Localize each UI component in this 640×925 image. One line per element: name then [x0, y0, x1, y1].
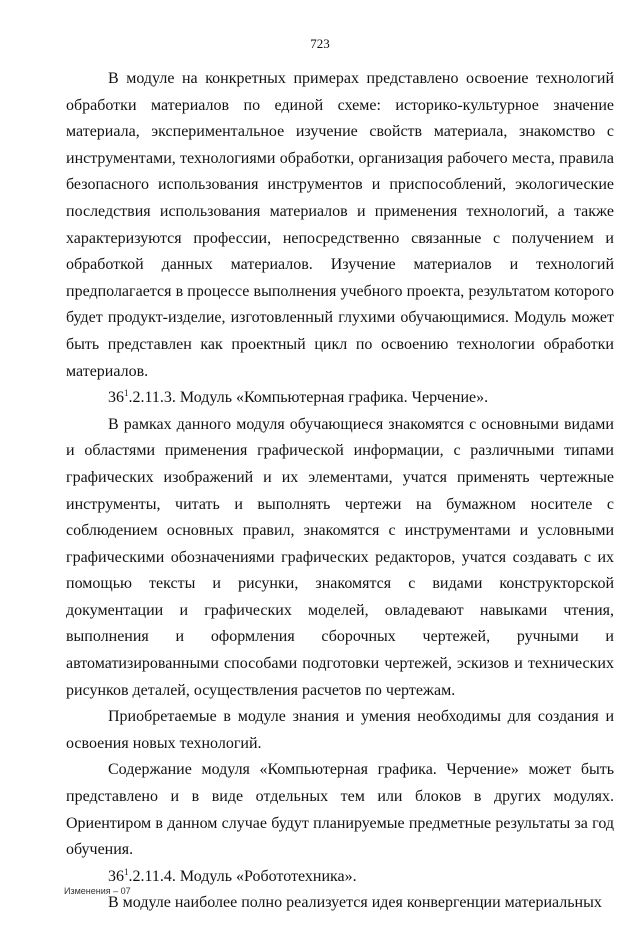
paragraph: В модуле на конкретных примерах представлено освоение технологий обработки материалов по единой схеме: историко-культурное значение материала, экспериментальное изучение свойств материала, знакомство с инструментами, технологиями обработки, организация рабочего места, правила безопасного использования инструментов и приспособлений, экологические последствия использования материалов и применения технологий, а также характеризуются профессии, непосредственно связанные с получением и обработкой данных материалов. Изучение материалов и технологий предполагается в процессе выполнения учебного проекта, результатом которого будет продукт-изделие, изготовленный глухими обучающимися. Модуль может быть представлен как проектный цикл по освоению технологии обработки материалов. [66, 70, 614, 380]
paragraph: В модуле наиболее полно реализуется идея конвергенции материальных [108, 894, 602, 912]
section-number-suffix: .2.11.3. [128, 389, 176, 407]
section-title: Модуль «Компьютерная графика. Черчение». [179, 389, 489, 407]
section-number-prefix: 36 [108, 389, 124, 407]
revision-footer: Изменения – 07 [64, 886, 131, 896]
section-heading [66, 864, 614, 891]
paragraph: Приобретаемые в модуле знания и умения необходимы для создания и освоения новых технологий. [66, 708, 614, 752]
section-number-superscript: 1 [124, 388, 129, 399]
section-number-superscript: 1 [124, 866, 129, 877]
document-body [66, 66, 614, 917]
section-heading [66, 385, 614, 412]
page-number: 723 [310, 36, 330, 51]
section-number-prefix: 36 [108, 867, 124, 885]
section-number-suffix: .2.11.4. [128, 867, 176, 885]
paragraph: Содержание модуля «Компьютерная графика. Черчение» может быть представлено и в виде отдельных тем или блоков в других модулях. Ориентиром в данном случае будут планируемые предметные результаты за год обучения. [66, 761, 614, 859]
section-title: Модуль «Робототехника». [179, 867, 357, 885]
paragraph: В рамках данного модуля обучающиеся знакомятся с основными видами и областями применения графической информации, с различными типами графических изображений и их элементами, учатся применять чертежные инструменты, читать и выполнять чертежи на бумажном носителе с соблюдением основных правил, знакомятся с инструментами и условными графическими обозначениями графических редакторов, учатся создавать с их помощью тексты и рисунки, знакомятся с видами конструкторской документации и графических моделей, овладевают навыками чтения, выполнения и оформления сборочных чертежей, ручными и автоматизированными способами подготовки чертежей, эскизов и технических рисунков деталей, осуществления расчетов по чертежам. [66, 415, 614, 699]
